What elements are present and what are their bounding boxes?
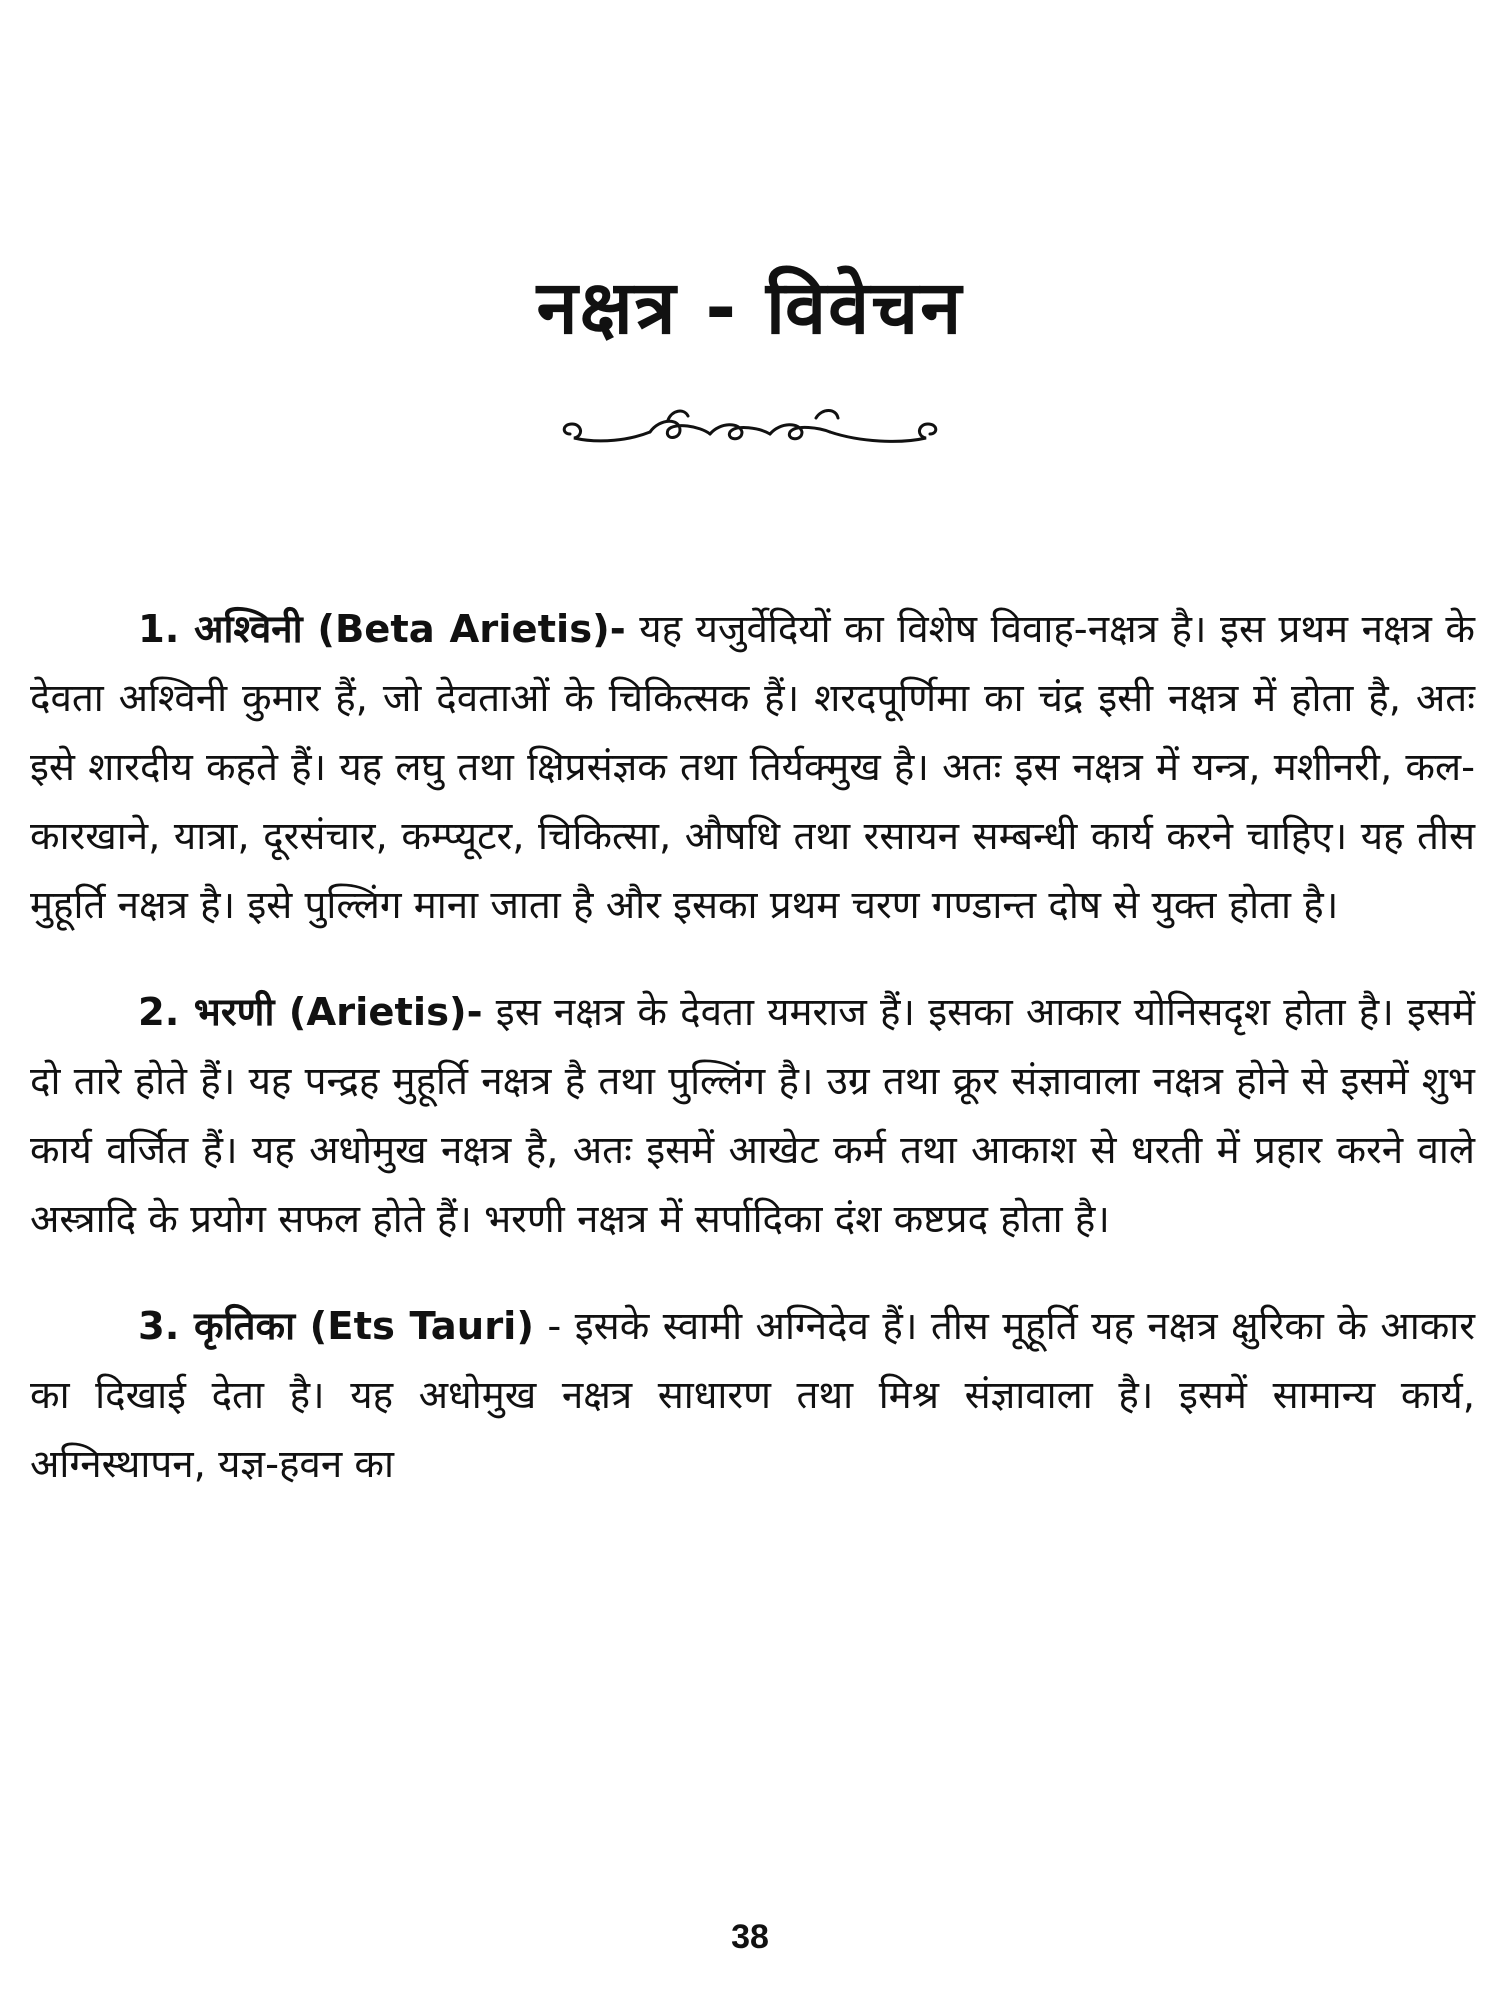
paragraph-heading: 2. भरणी (Arietis)- [138, 990, 483, 1035]
paragraph-heading: 1. अश्विनी (Beta Arietis)- [138, 607, 626, 652]
main-text [30, 595, 1475, 1537]
paragraph-ashwini [30, 595, 1475, 940]
paragraph-bharani [30, 978, 1475, 1254]
paragraph-body: यह यजुर्वेदियों का विशेष विवाह-नक्षत्र है। इस प्रथम नक्षत्र के देवता अश्विनी कुमार हैं, जो देवताओं के चिकित्सक हैं। शरदपूर्णिमा का चंद्र इसी नक्षत्र में होता है, अतः इसे शारदीय कहते हैं। यह लघु तथा क्षिप्रसंज्ञक तथा तिर्यक्मुख है। अतः इस नक्षत्र में यन्त्र, मशीनरी, कल-कारखाने, यात्रा, दूरसंचार, कम्प्यूटर, चिकित्सा, औषधि तथा रसायन सम्बन्धी कार्य करने चाहिए। यह तीस मुहूर्ति नक्षत्र है। इसे पुल्लिंग माना जाता है और इसका प्रथम चरण गण्डान्त दोष से युक्त होता है। [30, 607, 1475, 928]
paragraph-body: इस नक्षत्र के देवता यमराज हैं। इसका आकार योनिसदृश होता है। इसमें दो तारे होते हैं। यह पन्द्रह मुहूर्ति नक्षत्र है तथा पुल्लिंग है। उग्र तथा क्रूर संज्ञावाला नक्षत्र होने से इसमें शुभ कार्य वर्जित हैं। यह अधोमुख नक्षत्र है, अतः इसमें आखेट कर्म तथा आकाश से धरती में प्रहार करने वाले अस्त्रादि के प्रयोग सफल होते हैं। भरणी नक्षत्र में सर्पादिका दंश कष्टप्रद होता है। [30, 990, 1475, 1242]
paragraph-heading: 3. कृतिका (Ets Tauri) [138, 1304, 534, 1349]
decorative-scroll-divider-icon [560, 400, 940, 460]
paragraph-body: - इसके स्वामी अग्निदेव हैं। तीस मूहूर्ति यह नक्षत्र क्षुरिका के आकार का दिखाई देता है। यह अधोमुख नक्षत्र साधारण तथा मिश्र संज्ञावाला है। इसमें सामान्य कार्य, अग्निस्थापन, यज्ञ-हवन का [30, 1304, 1475, 1487]
paragraph-krittika [30, 1292, 1475, 1499]
page-number: 38 [731, 1918, 769, 1956]
page-title: नक्षत्र - विवेचन [536, 265, 964, 351]
